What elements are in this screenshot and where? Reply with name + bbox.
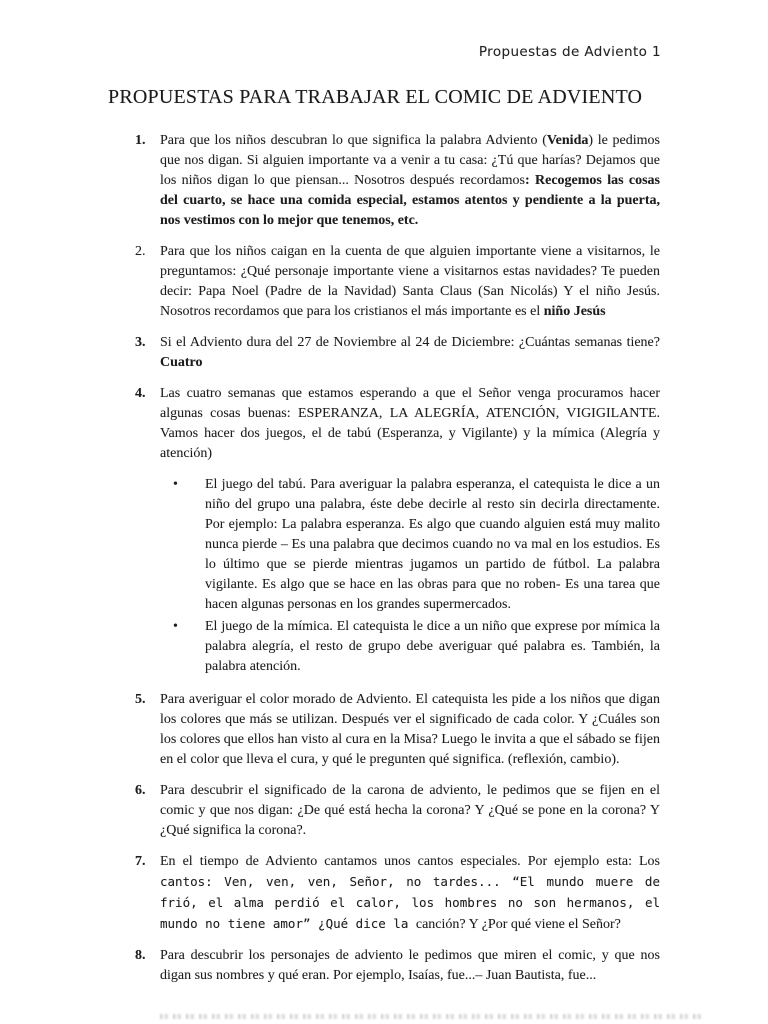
item-text xyxy=(160,852,660,935)
list-item-7 xyxy=(135,852,660,935)
text-segment-bold: niño Jesús xyxy=(543,304,606,319)
text-segment: canción? Y ¿Por qué viene el Señor? xyxy=(415,917,621,932)
page-header-note: Propuestas de Adviento 1 xyxy=(478,44,661,60)
text-segment: Para averiguar el color morado de Adviento. El catequista les pide a los niños que digan los colores que más se utilizan. Después ver el significado de cada color. Y ¿Cuáles son los colores que ellos han visto al cura en la Misa? Luego le invita a que el sábado se fijen en el color que lleva el cura, y qué le pregunten qué significa. (reflexión, cambio). xyxy=(160,692,660,767)
item-text xyxy=(160,333,660,373)
bullet-text: El juego del tabú. Para averiguar la palabra esperanza, el catequista le dice a un niño del grupo una palabra, éste debe decirle al resto sin decirla directamente. Por ejemplo: La palabra esperanza. Es algo que cuando alguien está muy malito nunca pierde – Es una palabra que decimos cuando no va mal en los estudios. Es lo último que se pierde mientras jugamos un partido de fútbol. La palabra vigilante. Es algo que se hace en las obras para que no roben- Es una tarea que hacen algunas personas en los grandes supermercados. xyxy=(205,477,660,612)
page-title: PROPUESTAS PARA TRABAJAR EL COMIC DE ADVIENTO xyxy=(108,86,643,108)
list-item-1 xyxy=(135,131,660,231)
item-number: 1. xyxy=(135,133,146,148)
document-body xyxy=(135,131,660,997)
text-segment: En el tiempo de Adviento cantamos unos cantos especiales. Por ejemplo esta: Los xyxy=(160,854,660,869)
text-segment-comic-font: cantos: Ven, ven, ven, Señor, no tardes... “El mundo muere de frió, el alma perdió el calor, los hombres no son hermanos, el mundo no tiene amor” ¿Qué dice la xyxy=(160,874,660,931)
list-item-5 xyxy=(135,690,660,770)
item-text xyxy=(160,781,660,841)
item-number: 2. xyxy=(135,244,146,259)
item-text xyxy=(160,690,660,770)
text-segment-bold: Cuatro xyxy=(160,355,203,370)
text-segment-bold: : Recogemos las cosas del cuarto, se hace una comida especial, estamos atentos y pendiente a la puerta, nos vestimos con lo mejor que tenemos, etc. xyxy=(160,173,660,228)
list-item-3 xyxy=(135,333,660,373)
list-item-8 xyxy=(135,946,660,986)
text-segment: Para que los niños descubran lo que significa la palabra Adviento ( xyxy=(160,133,547,148)
bullet-icon: • xyxy=(173,619,178,634)
item-number: 4. xyxy=(135,386,146,401)
text-segment: ) le pedimos que nos digan. Si alguien importante va a venir a tu casa: ¿Tú que harías? Dejamos que los niños digan lo que piensan... Nosotros después recordamos xyxy=(160,133,660,188)
item-text xyxy=(160,242,660,322)
item-number: 5. xyxy=(135,692,146,707)
bullet-text: El juego de la mímica. El catequista le dice a un niño que exprese por mímica la palabra alegría, el resto de grupo debe averiguar qué palabra es. También, la palabra atención. xyxy=(205,619,660,674)
text-segment: Para descubrir el significado de la carona de adviento, le pedimos que se fijen en el comic y que nos digan: ¿De qué está hecha la corona? Y ¿Qué se pone en la corona? Y ¿Qué significa la corona?. xyxy=(160,783,660,838)
text-segment: Para que los niños caigan en la cuenta de que alguien importante viene a visitarnos, le preguntamos: ¿Qué personaje importante viene a visitarnos estas navidades? Te pueden decir: Papa Noel (Padre de la Navidad) Santa Claus (San Nicolás) Y el niño Jesús. Nosotros recordamos que para los cristianos el más importante es el xyxy=(160,244,660,319)
item-number: 7. xyxy=(135,854,146,869)
list-item-2 xyxy=(135,242,660,322)
item-text xyxy=(160,946,660,986)
text-segment: Para descubrir los personajes de adviento le pedimos que miren el comic, y que nos digan sus nombres y qué eran. Por ejemplo, Isaías, fue...– Juan Bautista, fue... xyxy=(160,948,660,983)
sub-bullet-list xyxy=(160,475,660,677)
bullet-item-tabu xyxy=(172,475,660,615)
item-number: 3. xyxy=(135,335,146,350)
item-number: 6. xyxy=(135,783,146,798)
bullet-item-mimica xyxy=(172,617,660,677)
list-item-4 xyxy=(135,384,660,679)
bullet-icon: • xyxy=(173,477,178,492)
item-number: 8. xyxy=(135,948,146,963)
cutoff-next-text-line xyxy=(160,1014,705,1019)
list-item-6 xyxy=(135,781,660,841)
text-segment: Las cuatro semanas que estamos esperando a que el Señor venga procuramos hacer algunas cosas buenas: ESPERANZA, LA ALEGRÍA, ATENCIÓN, VIGIGILANTE. Vamos hacer dos juegos, el de tabú (Esperanza, y Vigilante) y la mímica (Alegría y atención) xyxy=(160,386,660,461)
item-text xyxy=(160,131,660,231)
item-text xyxy=(160,384,660,679)
text-segment-bold: Venida xyxy=(546,133,589,148)
text-segment: Si el Adviento dura del 27 de Noviembre al 24 de Diciembre: ¿Cuántas semanas tiene? xyxy=(160,335,660,350)
